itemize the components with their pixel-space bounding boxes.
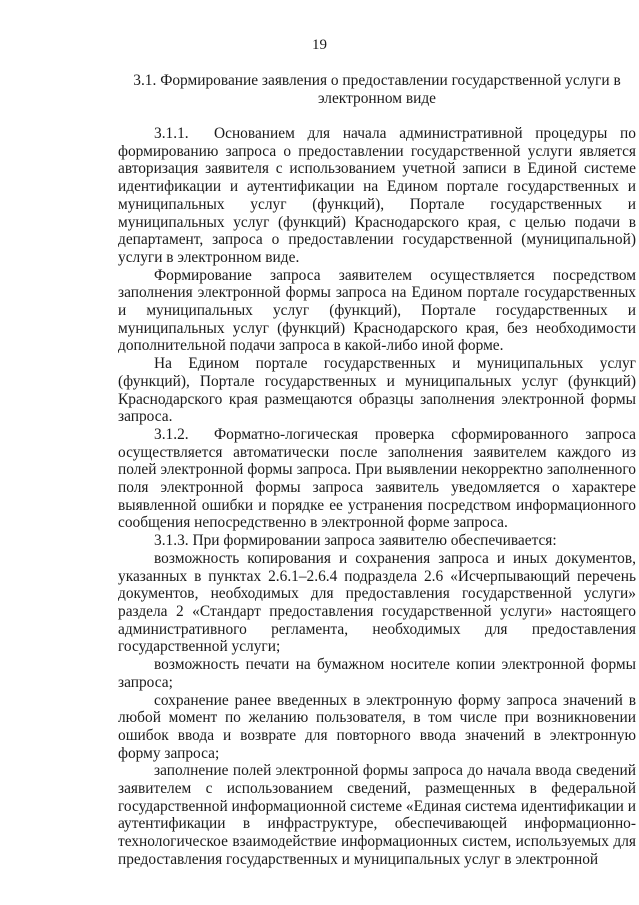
list-item: возможность печати на бумажном носителе копии электронной формы запроса; bbox=[118, 656, 636, 691]
section-title: 3.1. Формирование заявления о предоставлении государственной услуги в электронном виде bbox=[133, 72, 621, 108]
paragraph-text: Основанием для начала административной процедуры по формированию запроса о предоставлении государственной услуги является авторизация заявителя с использованием учетной записи в Единой системе идентификации и аутентификации на Едином портале государственных и муниципальных услуг (функций), Портале государственных и муниципальных услуг (функций) Краснодарского края, с целью подачи в департамент, запроса о предоставлении государственной (муниципальной) услуги в электронном виде. bbox=[118, 125, 636, 266]
page-number: 19 bbox=[312, 37, 327, 53]
paragraph-text: Форматно-логическая проверка сформированного запроса осуществляется автоматически после заполнения заявителем каждого из полей электронной формы запроса. При выявлении некорректно заполненного поля электронной формы запроса заявитель уведомляется о характере выявленной ошибки и порядке ее устранения посредством информационного сообщения непосредственно в электронной форме запроса. bbox=[118, 425, 636, 532]
paragraph-3-1-2 bbox=[118, 426, 636, 532]
paragraph-number: 3.1.1. bbox=[154, 125, 189, 142]
paragraph-3-1-3: 3.1.3. При формировании запроса заявителю обеспечивается: bbox=[154, 532, 557, 550]
list-item: сохранение ранее введенных в электронную форму запроса значений в любой момент по желанию пользователя, в том числе при возникновении ошибок ввода и возврате для повторного ввода значений в электронную форму запроса; bbox=[118, 691, 636, 762]
paragraph: Формирование запроса заявителем осуществляется посредством заполнения электронной формы запроса на Едином портале государственных и муниципальных услуг (функций), Портале государственных и муниципальных услуг (функций) Краснодарского края, без необходимости дополнительной подачи запроса в какой-либо иной форме. bbox=[118, 266, 636, 355]
list-item: возможность копирования и сохранения запроса и иных документов, указанных в пунктах 2.6.1–2.6.4 подраздела 2.6 «Исчерпывающий перечень документов, необходимых для предоставления государственной услуги» раздела 2 «Стандарт предоставления государственной услуги» настоящего административного регламента, необходимых для предоставления государственной услуги; bbox=[118, 549, 636, 656]
paragraph-3-1-1 bbox=[118, 125, 636, 267]
paragraph-number: 3.1.2. bbox=[154, 425, 189, 443]
body-text bbox=[118, 125, 636, 869]
paragraph: На Едином портале государственных и муниципальных услуг (функций), Портале государственных и муниципальных услуг (функций) Краснодарского края размещаются образцы заполнения электронной формы запроса. bbox=[118, 355, 636, 426]
list-item: заполнение полей электронной формы запроса до начала ввода сведений заявителем с использованием сведений, размещенных в федеральной государственной информационной системе «Единая система идентификации и аутентификации в инфраструктуре, обеспечивающей информационно-технологическое взаимодействие информационных систем, используемых для предоставления государственных и муниципальных услуг в электронной bbox=[118, 762, 636, 868]
